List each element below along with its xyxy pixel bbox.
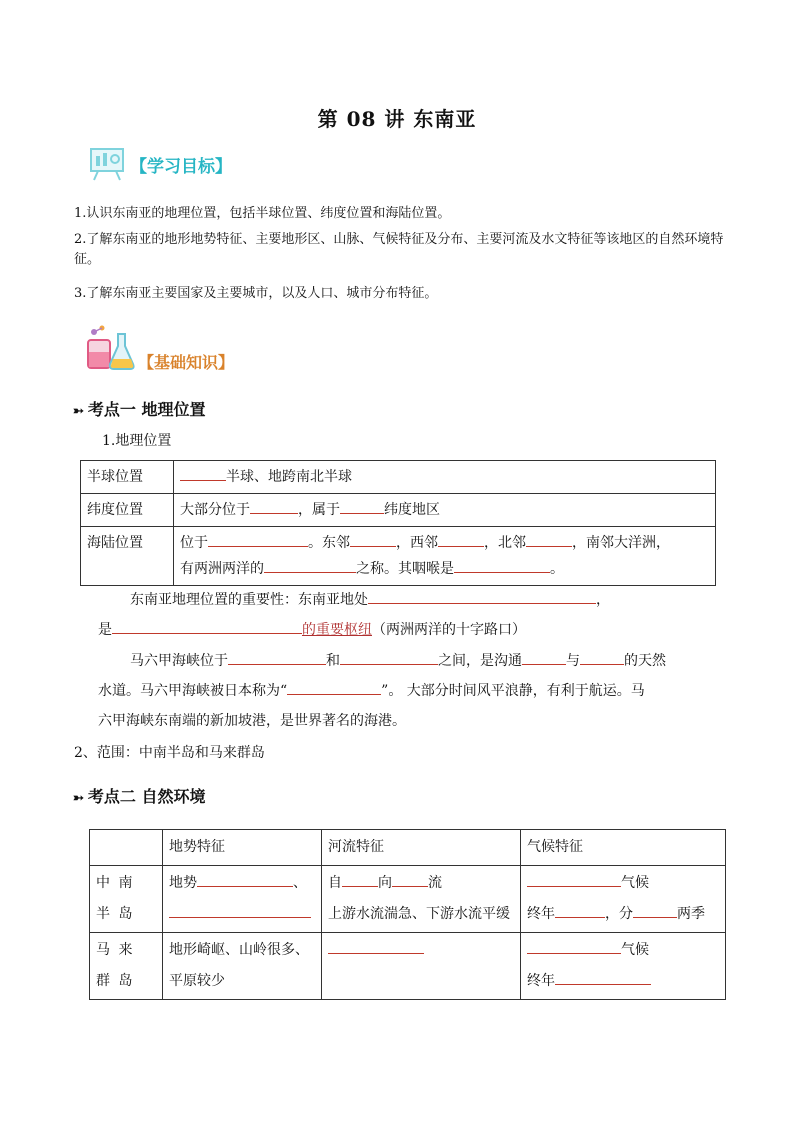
fill-blank[interactable] xyxy=(180,468,226,481)
text: 气候 xyxy=(621,875,649,891)
lab-flask-icon xyxy=(84,324,136,372)
text: 马六甲海峡位于 xyxy=(130,653,228,669)
text: ，南邻大洋洲， xyxy=(572,535,670,551)
text: 两季 xyxy=(677,906,705,922)
natural-environment-table xyxy=(89,829,726,1000)
fill-blank[interactable] xyxy=(112,621,302,634)
table-header-row xyxy=(90,830,726,866)
page-title: 第 08 讲 东南亚 xyxy=(317,107,477,131)
fill-blank[interactable] xyxy=(342,874,378,887)
kp1-sub: 1.地理位置 xyxy=(102,433,172,449)
text: ，北邻 xyxy=(484,535,526,551)
text: 是 xyxy=(98,622,112,638)
climate-cell xyxy=(521,933,726,1000)
presentation-board-icon xyxy=(88,146,126,182)
fill-blank[interactable] xyxy=(340,652,438,665)
kp1-heading xyxy=(73,397,205,420)
kp2-title: 考点二 自然环境 xyxy=(87,787,206,806)
fill-blank[interactable] xyxy=(264,560,356,573)
row-label: 纬度位置 xyxy=(81,494,174,527)
text: 纬度地区 xyxy=(384,502,440,518)
fill-blank[interactable] xyxy=(527,874,621,887)
table-row xyxy=(90,866,726,933)
arrow-icon: ➳ xyxy=(73,404,84,419)
fill-blank[interactable] xyxy=(208,534,308,547)
fill-blank[interactable] xyxy=(169,905,311,918)
basic-knowledge-heading: 【基础知识】 xyxy=(138,353,235,372)
terrain-cell xyxy=(163,866,322,933)
fill-blank[interactable] xyxy=(438,534,484,547)
text: 的天然 xyxy=(624,653,666,669)
text: 和 xyxy=(326,653,340,669)
fill-blank[interactable] xyxy=(197,874,293,887)
fill-blank[interactable] xyxy=(350,534,396,547)
row-label: 马 来 群 岛 xyxy=(90,933,163,1000)
text: 向 xyxy=(378,875,392,891)
basic-knowledge-header xyxy=(84,322,234,373)
text: 自 xyxy=(328,875,342,891)
fill-blank[interactable] xyxy=(392,874,428,887)
kp1-title: 考点一 地理位置 xyxy=(87,400,206,419)
text: ，属于 xyxy=(298,502,340,518)
fill-blank[interactable] xyxy=(250,501,298,514)
fill-blank[interactable] xyxy=(328,941,424,954)
header-cell: 河流特征 xyxy=(322,830,521,866)
terrain-cell: 地形崎岖、山岭很多、平原较少 xyxy=(163,933,322,1000)
header-cell: 气候特征 xyxy=(521,830,726,866)
row-content xyxy=(174,461,716,494)
malacca-paragraph xyxy=(98,646,722,736)
table-row xyxy=(90,933,726,1000)
text: 半球、地跨南北半球 xyxy=(226,469,352,485)
row-content xyxy=(174,527,716,586)
table-row xyxy=(81,527,716,586)
fill-blank[interactable] xyxy=(368,591,596,604)
text: 终年 xyxy=(527,973,555,989)
fill-blank[interactable] xyxy=(454,560,550,573)
fill-blank[interactable] xyxy=(340,501,384,514)
fill-blank[interactable] xyxy=(555,972,651,985)
fill-blank[interactable] xyxy=(555,905,605,918)
goal-3: 3.了解东南亚主要国家及主要城市，以及人口、城市分布特征。 xyxy=(74,286,438,301)
row-label: 中 南 半 岛 xyxy=(90,866,163,933)
fill-blank[interactable] xyxy=(580,652,624,665)
text: 有两洲两洋的 xyxy=(180,561,264,577)
importance-paragraph xyxy=(98,585,720,645)
learning-goals-heading: 【学习目标】 xyxy=(130,156,232,177)
text: 上游水流湍急、下游水流平缓 xyxy=(328,906,510,922)
row-label: 半球位置 xyxy=(81,461,174,494)
text: 大部分位于 xyxy=(180,502,250,518)
row-content xyxy=(174,494,716,527)
text: 位于 xyxy=(180,535,208,551)
header-cell: 地势特征 xyxy=(163,830,322,866)
text: 气候 xyxy=(621,942,649,958)
text: 地势 xyxy=(169,875,197,891)
scope-line: 2、范围：中南半岛和马来群岛 xyxy=(74,745,265,761)
fill-blank[interactable] xyxy=(287,682,381,695)
text: 的重要枢纽 xyxy=(302,622,372,638)
text: 流 xyxy=(428,875,442,891)
text: 六甲海峡东南端的新加坡港，是世界著名的海港。 xyxy=(98,713,406,729)
arrow-icon: ➳ xyxy=(73,791,84,806)
text: 之间，是沟通 xyxy=(438,653,522,669)
text: 之称。其咽喉是 xyxy=(356,561,454,577)
table-row xyxy=(81,461,716,494)
header-cell xyxy=(90,830,163,866)
fill-blank[interactable] xyxy=(527,941,621,954)
text: 。 xyxy=(550,561,564,577)
goal-1: 1.认识东南亚的地理位置，包括半球位置、纬度位置和海陆位置。 xyxy=(74,206,451,221)
text: （两洲两洋的十字路口） xyxy=(372,622,526,638)
text: ，西邻 xyxy=(396,535,438,551)
text: ”。 大部分时间风平浪静，有利于航运。马 xyxy=(381,683,645,699)
river-cell xyxy=(322,933,521,1000)
text: 与 xyxy=(566,653,580,669)
text: 。东邻 xyxy=(308,535,350,551)
fill-blank[interactable] xyxy=(633,905,677,918)
fill-blank[interactable] xyxy=(526,534,572,547)
text: 终年 xyxy=(527,906,555,922)
text: 东南亚地理位置的重要性：东南亚地处 xyxy=(130,592,368,608)
fill-blank[interactable] xyxy=(228,652,326,665)
river-cell xyxy=(322,866,521,933)
kp2-heading xyxy=(73,784,205,807)
text: 水道。马六甲海峡被日本称为“ xyxy=(98,683,288,699)
row-label: 海陆位置 xyxy=(81,527,174,586)
table-row xyxy=(81,494,716,527)
climate-cell xyxy=(521,866,726,933)
fill-blank[interactable] xyxy=(522,652,566,665)
location-table xyxy=(80,460,716,586)
text: ，分 xyxy=(605,906,633,922)
text: 、 xyxy=(293,875,307,891)
goal-2: 2.了解东南亚的地形地势特征、主要地形区、山脉、气候特征及分布、主要河流及水文特征等该地区的自然环境特征。 xyxy=(74,232,724,267)
learning-goals-header xyxy=(88,146,232,182)
text: ， xyxy=(596,592,610,608)
